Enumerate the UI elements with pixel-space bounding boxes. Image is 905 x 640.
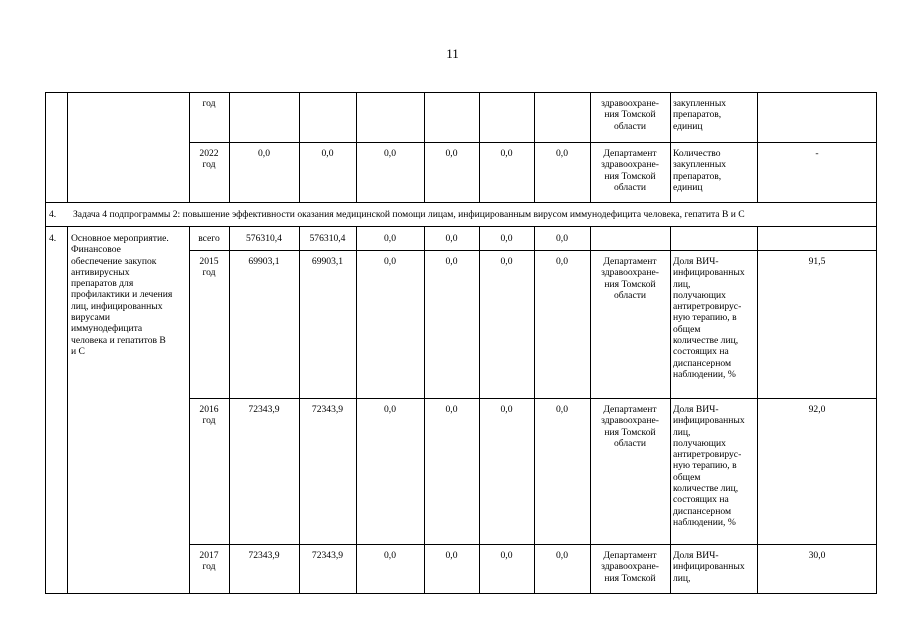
indicator-cell: [673, 550, 757, 584]
year-cell-line: 2016: [199, 404, 219, 415]
amount-cell-line: 0,0: [556, 550, 568, 561]
department-cell-line: здравоохране-: [601, 561, 659, 573]
department-cell-line: Департамент: [603, 404, 657, 415]
amount-cell-line: 0,0: [445, 550, 458, 561]
amount-cell-line: 72343,9: [311, 550, 344, 561]
indicator-cell-line: препаратов,: [673, 170, 722, 182]
activity-name-line: обеспечение закупок: [71, 255, 157, 267]
indicator-cell-line: препаратов,: [673, 109, 722, 121]
activity-name-line: вирусами: [71, 312, 110, 324]
indicator-cell-line: инфицированных: [673, 267, 745, 279]
amount-cell: [231, 256, 297, 267]
column-rule: [424, 92, 425, 203]
amount-cell-line: 576310,4: [246, 233, 282, 244]
row-rule: [45, 226, 877, 227]
row-rule: [45, 593, 877, 594]
amount-cell-line: 0,0: [500, 550, 513, 561]
indicator-cell-line: инфицированных: [673, 561, 745, 573]
amount-cell: [301, 233, 354, 244]
amount-cell: [301, 148, 354, 159]
indicator-cell: [673, 256, 757, 380]
indicator-cell-line: Количество: [673, 148, 721, 159]
amount-cell-line: 0,0: [556, 404, 568, 415]
department-cell-line: здравоохране-: [601, 267, 659, 279]
column-rule: [356, 92, 357, 203]
column-rule: [534, 226, 535, 594]
amount-cell: [426, 404, 477, 415]
amount-cell-line: 0,0: [384, 233, 396, 244]
year-cell: [191, 256, 227, 279]
row-rule: [45, 92, 877, 93]
indicator-cell-line: получающих: [673, 289, 726, 301]
amount-cell-line: 0,0: [556, 256, 568, 267]
amount-cell: [536, 148, 588, 159]
year-cell: [191, 98, 227, 109]
row-rule: [189, 250, 877, 251]
row-rule: [189, 398, 877, 399]
row-rule: [189, 544, 877, 545]
amount-cell: [301, 404, 354, 415]
amount-cell-line: 0,0: [500, 148, 513, 159]
indicator-cell-line: наблюдении, %: [673, 516, 736, 528]
activity-name-line: иммунодефицита: [71, 323, 143, 335]
target-value-cell: [760, 256, 874, 267]
target-value-cell-line: 92,0: [808, 404, 826, 415]
amount-cell-line: 72343,9: [248, 404, 280, 415]
indicator-cell-line: Доля ВИЧ-: [673, 256, 719, 267]
indicator-cell-line: единиц: [673, 120, 703, 132]
column-rule: [356, 226, 357, 594]
indicator-cell-line: состоящих на: [673, 346, 729, 358]
target-value-cell-line: 91,5: [808, 256, 826, 267]
amount-cell: [231, 550, 297, 561]
year-cell-line: год: [202, 415, 216, 427]
indicator-cell: [673, 98, 757, 132]
amount-cell: [301, 256, 354, 267]
amount-cell: [358, 404, 422, 415]
amount-cell: [358, 233, 422, 244]
column-rule: [189, 92, 190, 203]
column-rule: [757, 226, 758, 594]
amount-cell-line: 0,0: [556, 233, 568, 244]
activity-name-line: лиц, инфицированных: [71, 300, 163, 312]
year-cell: [191, 550, 227, 573]
department-cell-line: здравоохране-: [601, 159, 659, 171]
amount-cell: [536, 256, 588, 267]
amount-cell-line: 0,0: [500, 404, 513, 415]
column-rule: [189, 226, 190, 594]
indicator-cell-line: антиретровирус-: [673, 449, 742, 461]
amount-cell: [231, 148, 297, 159]
indicator-cell-line: Доля ВИЧ-: [673, 404, 719, 415]
amount-cell-line: 0,0: [384, 550, 396, 561]
department-cell-line: области: [613, 437, 647, 449]
task-text-line: Задача 4 подпрограммы 2: повышение эффективности оказания медицинской помощи лицам, инфицированным вирусом иммунодефицита человека, гепатита В и С: [73, 209, 745, 220]
amount-cell-line: 0,0: [556, 148, 568, 159]
amount-cell-line: 0,0: [321, 148, 334, 159]
row-rule: [45, 202, 877, 203]
activity-number-line: 4.: [49, 233, 57, 244]
amount-cell: [358, 256, 422, 267]
target-value-cell-line: 30,0: [808, 550, 826, 561]
column-rule: [299, 92, 300, 203]
department-cell-line: Департамент: [603, 256, 657, 267]
amount-cell: [231, 233, 297, 244]
department-cell-line: ния Томской: [604, 572, 656, 584]
amount-cell: [426, 550, 477, 561]
indicator-cell-line: ную терапию, в: [673, 312, 737, 324]
department-cell-line: ния Томской: [604, 278, 656, 290]
column-rule: [590, 92, 591, 203]
department-cell-line: области: [613, 289, 647, 301]
amount-cell-line: 0,0: [445, 256, 458, 267]
year-cell-line: год: [202, 159, 216, 171]
target-value-cell: [760, 404, 874, 415]
indicator-cell: [673, 148, 757, 193]
activity-name-line: антивирусных: [71, 266, 130, 278]
amount-cell: [481, 148, 532, 159]
column-rule: [424, 226, 425, 594]
amount-cell-line: 69903,1: [311, 256, 344, 267]
task-text: [73, 209, 873, 220]
amount-cell: [358, 148, 422, 159]
indicator-cell-line: общем: [673, 471, 701, 483]
year-cell-line: год: [202, 561, 216, 573]
activity-name-line: и С: [71, 345, 85, 357]
target-value-cell: [760, 148, 874, 159]
year-cell-line: год: [202, 98, 216, 109]
amount-cell-line: 0,0: [445, 233, 458, 244]
department-cell: [592, 98, 668, 132]
task-number-line: 4.: [49, 209, 57, 220]
amount-cell: [536, 233, 588, 244]
indicator-cell-line: количестве лиц,: [673, 335, 739, 347]
indicator-cell-line: Доля ВИЧ-: [673, 550, 719, 561]
amount-cell-line: 0,0: [445, 148, 458, 159]
amount-cell: [358, 550, 422, 561]
year-cell: [191, 404, 227, 427]
amount-cell-line: 72343,9: [248, 550, 280, 561]
column-rule: [670, 226, 671, 594]
department-cell-line: ния Томской: [604, 170, 656, 182]
indicator-cell-line: ную терапию, в: [673, 460, 737, 472]
amount-cell-line: 0,0: [500, 256, 513, 267]
year-cell: [191, 148, 227, 171]
year-cell: [191, 233, 227, 244]
department-cell: [592, 256, 668, 301]
indicator-cell-line: закупленных: [673, 98, 727, 109]
indicator-cell-line: диспансерном: [673, 505, 732, 517]
column-rule: [590, 226, 591, 594]
amount-cell: [426, 148, 477, 159]
column-rule: [229, 226, 230, 594]
column-rule: [229, 92, 230, 203]
indicator-cell-line: антиретровирус-: [673, 301, 742, 313]
amount-cell: [231, 404, 297, 415]
department-cell-line: здравоохране-: [601, 98, 659, 109]
amount-cell: [481, 233, 532, 244]
indicator-cell-line: лиц,: [673, 426, 691, 438]
department-cell-line: ния Томской: [604, 109, 656, 121]
indicator-cell-line: количестве лиц,: [673, 483, 739, 495]
amount-cell-line: 0,0: [500, 233, 513, 244]
page-number: 11: [446, 46, 459, 61]
department-cell: [592, 148, 668, 193]
amount-cell-line: 72343,9: [311, 404, 344, 415]
column-rule: [479, 226, 480, 594]
amount-cell-line: 0,0: [445, 404, 458, 415]
indicator-cell-line: инфицированных: [673, 415, 745, 427]
amount-cell-line: 0,0: [258, 148, 270, 159]
year-cell-line: 2017: [199, 550, 219, 561]
column-rule: [757, 92, 758, 203]
indicator-cell-line: единиц: [673, 181, 703, 193]
activity-name-line: человека и гепатитов В: [71, 334, 166, 346]
amount-cell: [426, 256, 477, 267]
department-cell: [592, 550, 668, 584]
indicator-cell-line: получающих: [673, 437, 726, 449]
amount-cell: [426, 233, 477, 244]
column-rule: [876, 92, 877, 594]
column-rule: [299, 226, 300, 594]
indicator-cell-line: состоящих на: [673, 494, 729, 506]
department-cell-line: ния Томской: [604, 426, 656, 438]
activity-name-line: профилактики и лечения: [71, 289, 173, 301]
activity-name: [71, 233, 189, 357]
target-value-cell-line: -: [815, 148, 819, 159]
indicator-cell: [673, 404, 757, 528]
year-cell-line: 2015: [199, 256, 219, 267]
amount-cell: [481, 404, 532, 415]
row-rule: [189, 142, 877, 143]
amount-cell: [481, 256, 532, 267]
indicator-cell-line: закупленных: [673, 159, 727, 171]
activity-name-line: Финансовое: [71, 244, 121, 256]
column-rule: [67, 92, 68, 203]
amount-cell-line: 576310,4: [309, 233, 346, 244]
year-cell-line: всего: [198, 233, 220, 244]
amount-cell: [536, 404, 588, 415]
amount-cell: [536, 550, 588, 561]
activity-name-line: Основное мероприятие.: [71, 233, 169, 244]
department-cell-line: области: [613, 181, 647, 193]
year-cell-line: 2022: [199, 148, 219, 159]
indicator-cell-line: лиц,: [673, 572, 691, 584]
column-rule: [45, 92, 46, 594]
indicator-cell-line: диспансерном: [673, 357, 732, 369]
activity-name-line: препаратов для: [71, 278, 134, 290]
amount-cell: [301, 550, 354, 561]
indicator-cell-line: наблюдении, %: [673, 368, 736, 380]
department-cell-line: Департамент: [603, 550, 657, 561]
amount-cell-line: 69903,1: [248, 256, 280, 267]
department-cell-line: Департамент: [603, 148, 657, 159]
year-cell-line: год: [202, 267, 216, 279]
amount-cell: [481, 550, 532, 561]
target-value-cell: [760, 550, 874, 561]
column-rule: [534, 92, 535, 203]
column-rule: [67, 226, 68, 594]
activity-number: [49, 233, 67, 244]
indicator-cell-line: общем: [673, 323, 701, 335]
amount-cell-line: 0,0: [384, 148, 396, 159]
amount-cell-line: 0,0: [384, 404, 396, 415]
indicator-cell-line: лиц,: [673, 278, 691, 290]
department-cell-line: здравоохране-: [601, 415, 659, 427]
column-rule: [670, 92, 671, 203]
department-cell-line: области: [613, 120, 647, 132]
amount-cell-line: 0,0: [384, 256, 396, 267]
task-number: [49, 209, 67, 220]
column-rule: [479, 92, 480, 203]
department-cell: [592, 404, 668, 449]
